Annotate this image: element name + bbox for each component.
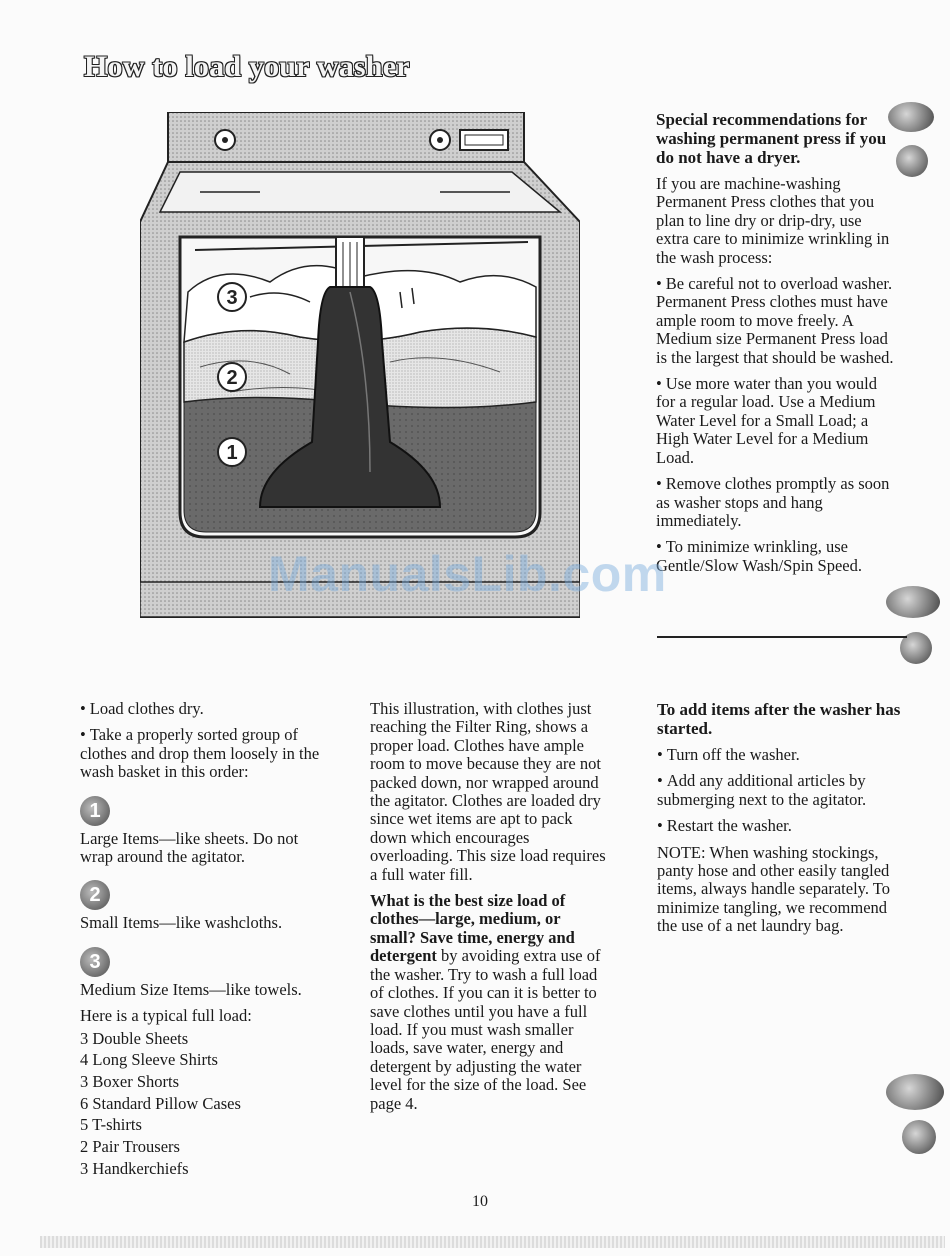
list-item: 2 Pair Trousers: [80, 1137, 180, 1157]
loading-steps-column: [80, 700, 330, 1180]
permanent-press-heading: Special recommendations for washing permanent press if you do not have a dryer.: [656, 110, 887, 167]
full-load-list: [80, 1028, 330, 1180]
page-title: How to load your washer: [84, 50, 410, 83]
marker-1: 1: [226, 442, 238, 464]
edge-mark: [888, 102, 934, 132]
load-size-paragraph: [370, 892, 610, 1113]
list-item: 5 T-shirts: [80, 1115, 142, 1135]
section-divider: [657, 636, 907, 638]
load-size-column: [370, 700, 610, 1121]
illustration-description: This illustration, with clothes just reaching the Filter Ring, shows a proper load. Clothes have ample room to move because they are not packed down, nor wrapped around the agitator. Clothes are loaded dry since wet items are apt to pack down which encourages overloading. This size load requires a full water fill.: [370, 699, 606, 884]
edge-mark: [902, 1120, 936, 1154]
full-load-intro: Here is a typical full load:: [80, 1006, 252, 1026]
add-items-column: [657, 700, 907, 944]
list-item: 3 Boxer Shorts: [80, 1072, 179, 1092]
watermark: ManualsLib.com: [268, 546, 667, 602]
add-items-bullet: • Restart the washer.: [657, 817, 907, 835]
list-item: 3 Double Sheets: [80, 1028, 189, 1048]
marker-3: 3: [226, 287, 238, 309]
list-item: 3 Handkerchiefs: [80, 1158, 189, 1178]
step-2-text: Small Items—like washcloths.: [80, 913, 283, 933]
marker-2: 2: [226, 367, 238, 389]
add-items-bullet: • Turn off the washer.: [657, 746, 907, 764]
permanent-press-bullet: • Use more water than you would for a regular load. Use a Medium Water Level for a Small Load; a High Water Level for a Medium Load.: [656, 375, 896, 467]
load-dry-bullet: • Load clothes dry.: [80, 700, 330, 718]
washer-illustration: [140, 112, 580, 622]
edge-mark: [886, 1074, 944, 1110]
permanent-press-intro: If you are machine-washing Permanent Press clothes that you plan to line dry or drip-dry, use extra care to minimize wrinkling in the wash process:: [656, 174, 890, 267]
permanent-press-bullet: • To minimize wrinkling, use Gentle/Slow Wash/Spin Speed.: [656, 538, 896, 575]
page-number: 10: [472, 1193, 488, 1210]
edge-mark: [886, 586, 940, 618]
permanent-press-bullet: • Be careful not to overload washer. Permanent Press clothes must have ample room to move freely. A Medium size Permanent Press load is the largest that should be washed.: [656, 275, 896, 367]
add-items-bullet: • Add any additional articles by submerging next to the agitator.: [657, 772, 907, 809]
load-size-answer: by avoiding extra use of the washer. Try to wash a full load of clothes. If you can it is better to save clothes until you have a full load. If you must wash smaller loads, save water, energy and detergent by adjusting the water level for the size of the load. See page 4.: [370, 946, 601, 1113]
list-item: 4 Long Sleeve Shirts: [80, 1050, 218, 1070]
load-size-question: What is the best size load of clothes—large, medium, or small? Save time, energy and detergent: [370, 891, 575, 966]
step-1-text: Large Items—like sheets. Do not wrap around the agitator.: [80, 828, 299, 867]
scan-edge: [40, 1236, 945, 1248]
list-item: 6 Standard Pillow Cases: [80, 1093, 241, 1113]
tangling-note: NOTE: When washing stockings, panty hose and other easily tangled items, always handle separately. To minimize tangling, we recommend the use of a net laundry bag.: [657, 842, 890, 936]
permanent-press-bullet: • Remove clothes promptly as soon as washer stops and hang immediately.: [656, 475, 896, 530]
add-items-heading: To add items after the washer has started.: [657, 700, 901, 738]
step-2-icon: 2: [80, 880, 110, 910]
step-3-text: Medium Size Items—like towels.: [80, 979, 302, 999]
step-3-icon: 3: [80, 947, 110, 977]
permanent-press-section: [656, 110, 896, 583]
step-1-icon: 1: [80, 796, 110, 826]
load-order-bullet: • Take a properly sorted group of clothes and drop them loosely in the wash basket in this order:: [80, 726, 330, 781]
edge-mark: [896, 145, 928, 177]
